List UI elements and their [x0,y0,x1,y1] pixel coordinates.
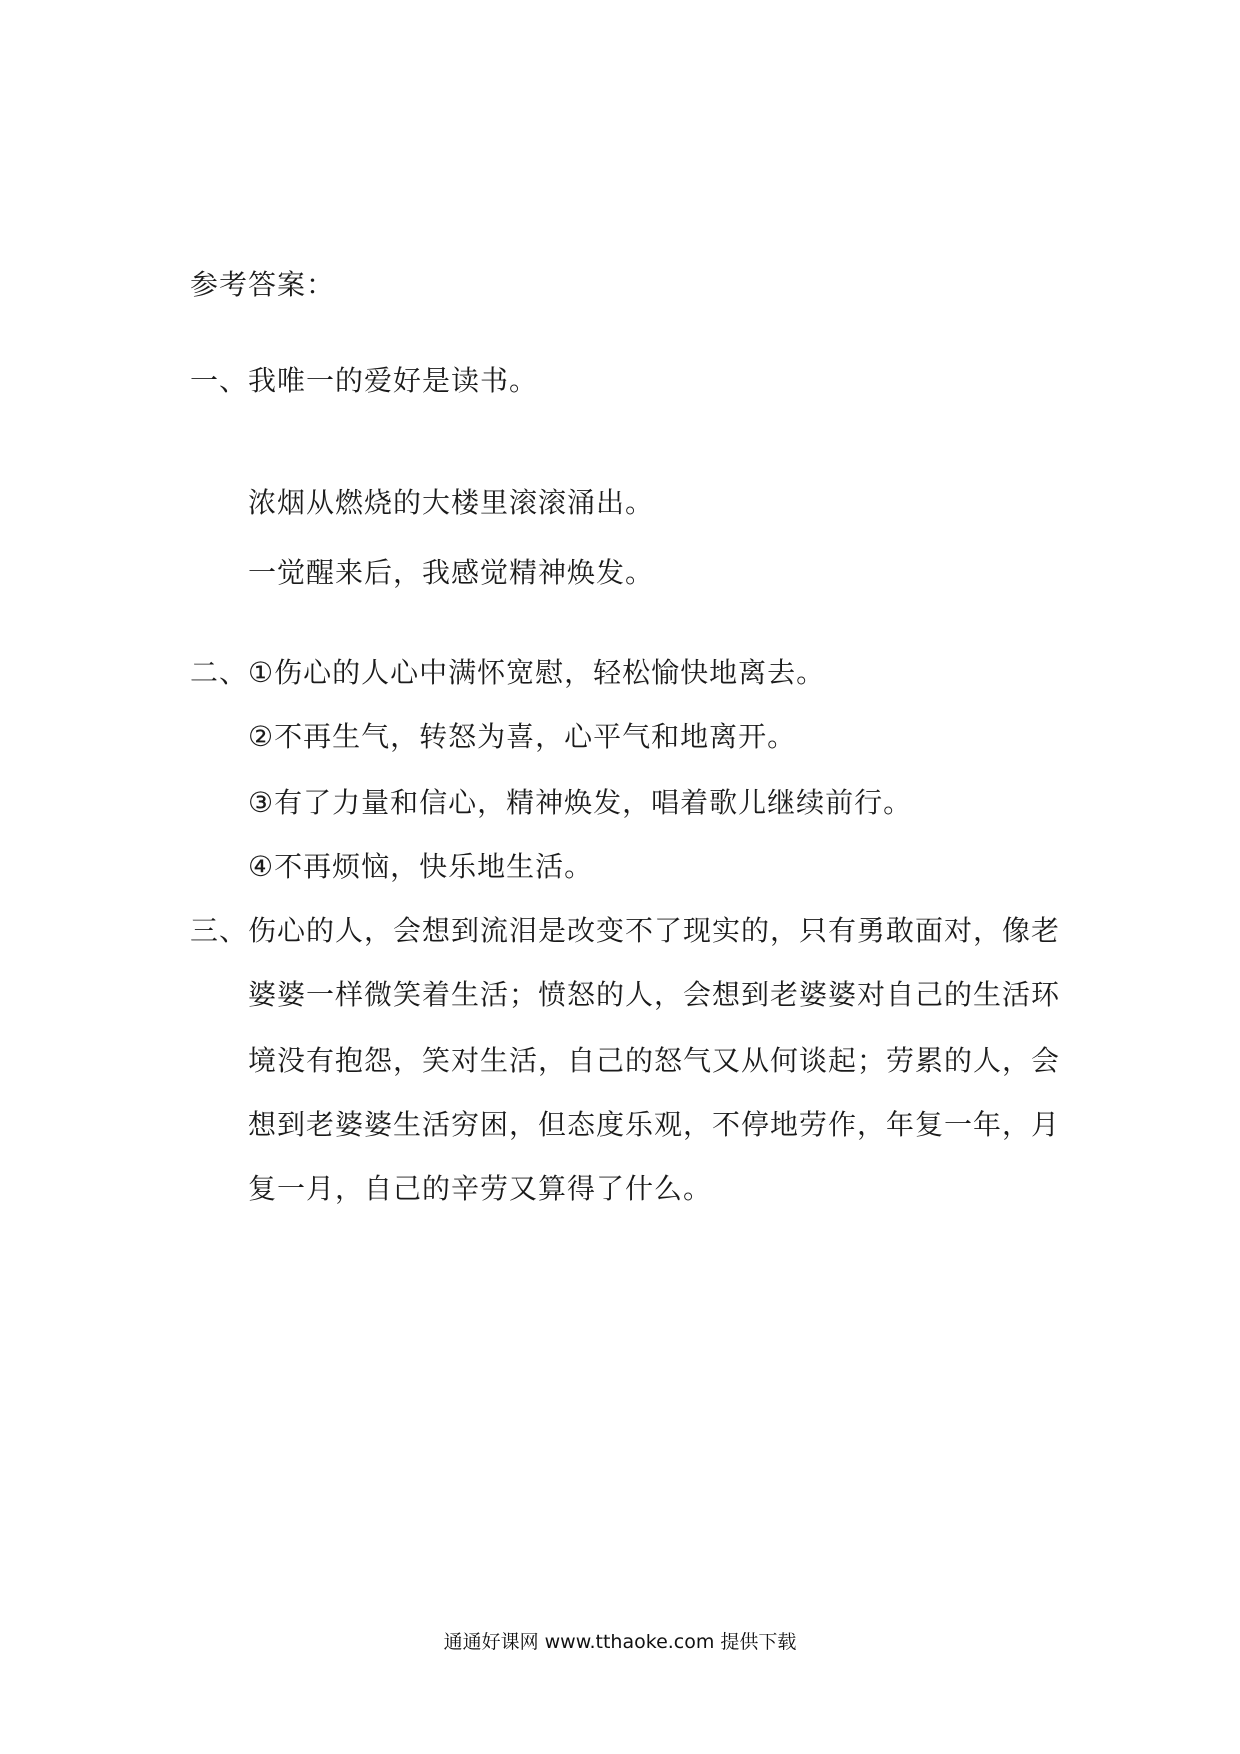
section3-line-2: 婆婆一样微笑着生活；愤怒的人，会想到老婆婆对自己的生活环 [248,978,1061,1011]
footer-text: 通通好课网 www.tthaoke.com 提供下载 [443,1631,797,1653]
section3-line-1: 三、伤心的人，会想到流泪是改变不了现实的，只有勇敢面对，像老 [190,914,1061,947]
section2-line-1: 二、①伤心的人心中满怀宽慰，轻松愉快地离去。 [190,656,826,689]
section3-line-3: 境没有抱怨，笑对生活，自己的怒气又从何谈起；劳累的人，会 [248,1044,1061,1077]
section1-line-1: 一、我唯一的爱好是读书。 [190,364,539,397]
answer-heading: 参考答案： [190,268,336,301]
section2-line-3: ③有了力量和信心，精神焕发，唱着歌儿继续前行。 [248,786,913,819]
section3-line-4: 想到老婆婆生活穷困，但态度乐观，不停地劳作，年复一年，月 [248,1108,1061,1141]
section2-line-2: ②不再生气，转怒为喜，心平气和地离开。 [248,720,797,753]
section2-line-4: ④不再烦恼，快乐地生活。 [248,850,594,883]
section3-line-5: 复一月，自己的辛劳又算得了什么。 [248,1172,713,1205]
section1-line-2: 浓烟从燃烧的大楼里滚滚涌出。 [248,486,655,519]
section1-line-3: 一觉醒来后，我感觉精神焕发。 [248,556,655,589]
